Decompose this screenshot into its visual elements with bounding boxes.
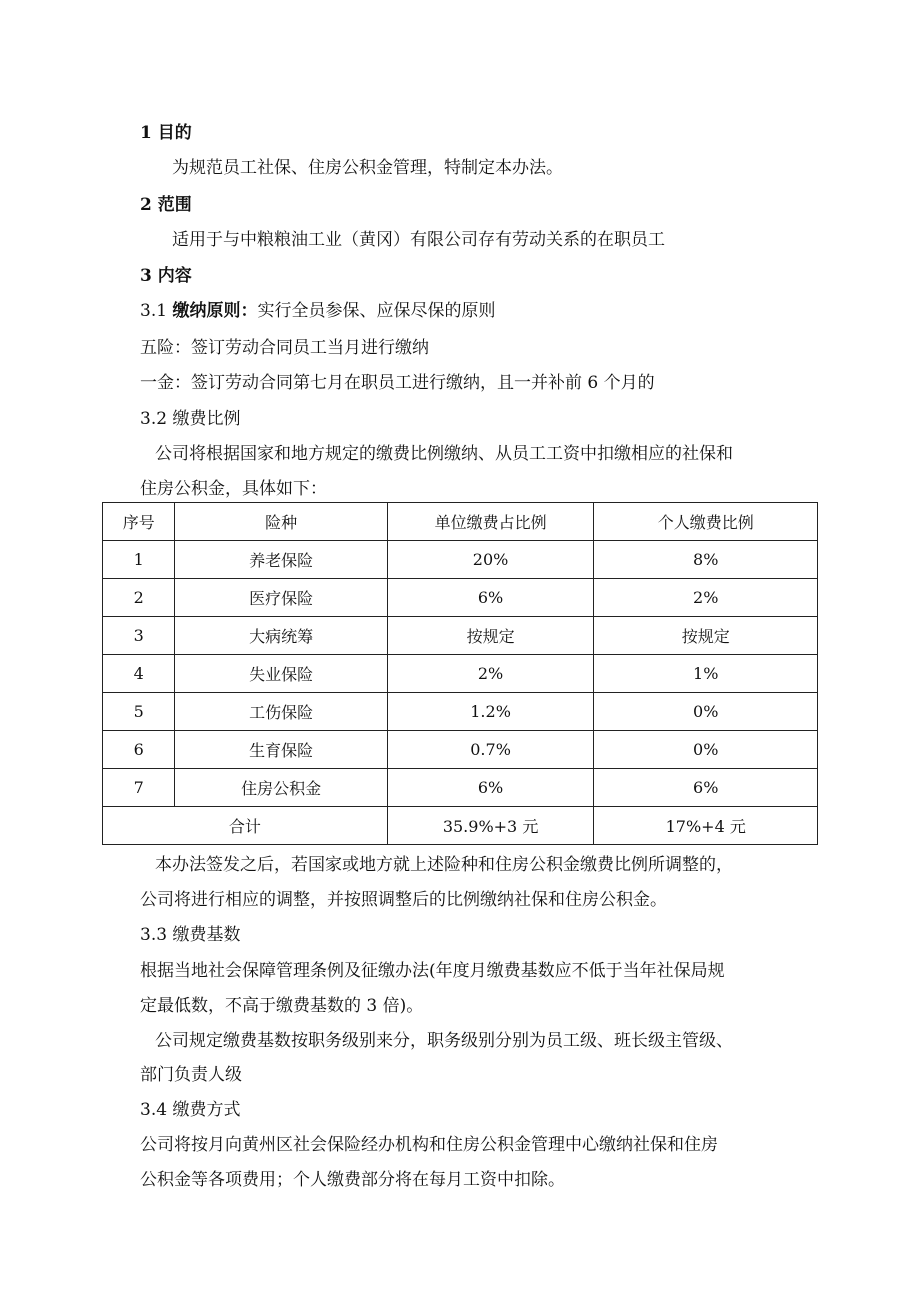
- cell-type: 养老保险: [175, 541, 387, 579]
- after-table-para-1: 本办法签发之后，若国家或地方就上述险种和住房公积金缴费比例所调整的，: [155, 855, 733, 875]
- table-row: [103, 579, 818, 617]
- cell-individual: 8%: [594, 541, 818, 579]
- yijin-line: 一金：签订劳动合同第七月在职员工进行缴纳，且一并补前 6 个月的: [140, 373, 655, 393]
- section-3-4-para-2: 公积金等各项费用；个人缴费部分将在每月工资中扣除。: [140, 1170, 565, 1190]
- header-seq: 序号: [103, 503, 175, 541]
- section-3-3-para-1: 根据当地社会保障管理条例及征缴办法(年度月缴费基数应不低于当年社保局规: [140, 961, 725, 981]
- cell-unit: 6%: [387, 769, 594, 807]
- cell-seq: 5: [103, 693, 175, 731]
- section-3-3-para-3: 公司规定缴费基数按职务级别来分，职务级别分别为员工级、班长级主管级、: [155, 1031, 733, 1051]
- cell-type: 住房公积金: [175, 769, 387, 807]
- section-3-1-principle: [140, 300, 495, 322]
- table-row: [103, 655, 818, 693]
- total-label: 合计: [103, 807, 388, 845]
- cell-type: 失业保险: [175, 655, 387, 693]
- table-row: [103, 693, 818, 731]
- section-3-3-para-2: 定最低数，不高于缴费基数的 3 倍)。: [140, 996, 424, 1016]
- cell-unit: 6%: [387, 579, 594, 617]
- wuxian-line: 五险：签订劳动合同员工当月进行缴纳: [140, 338, 429, 358]
- cell-individual: 0%: [594, 693, 818, 731]
- table-total-row: [103, 807, 818, 845]
- cell-type: 工伤保险: [175, 693, 387, 731]
- cell-type: 医疗保险: [175, 579, 387, 617]
- total-unit: 35.9%+3 元: [387, 807, 594, 845]
- section-3-2-para-2: 住房公积金，具体如下：: [140, 479, 327, 499]
- table-row: [103, 731, 818, 769]
- cell-seq: 1: [103, 541, 175, 579]
- cell-individual: 1%: [594, 655, 818, 693]
- cell-seq: 7: [103, 769, 175, 807]
- cell-unit: 2%: [387, 655, 594, 693]
- section-3-3-para-4: 部门负责人级: [140, 1065, 242, 1085]
- section-1-title: 1 目的: [140, 123, 192, 143]
- cell-type: 大病统筹: [175, 617, 387, 655]
- section-3-2-para-1: 公司将根据国家和地方规定的缴费比例缴纳、从员工工资中扣缴相应的社保和: [155, 444, 733, 464]
- header-individual-ratio: 个人缴费比例: [594, 503, 818, 541]
- cell-individual: 6%: [594, 769, 818, 807]
- total-individual: 17%+4 元: [594, 807, 818, 845]
- section-3-3-title: 3.3 缴费基数: [140, 925, 241, 945]
- table-row: [103, 769, 818, 807]
- cell-individual: 按规定: [594, 617, 818, 655]
- section-3-title: 3 内容: [140, 266, 192, 286]
- after-table-para-2: 公司将进行相应的调整，并按照调整后的比例缴纳社保和住房公积金。: [140, 890, 667, 910]
- section-3-1-label: 缴纳原则：: [172, 301, 258, 321]
- cell-individual: 0%: [594, 731, 818, 769]
- section-3-4-para-1: 公司将按月向黄州区社会保险经办机构和住房公积金管理中心缴纳社保和住房: [140, 1135, 718, 1155]
- cell-unit: 1.2%: [387, 693, 594, 731]
- section-3-1-text: 实行全员参保、应保尽保的原则: [257, 301, 496, 321]
- cell-seq: 6: [103, 731, 175, 769]
- header-type: 险种: [175, 503, 387, 541]
- table-row: [103, 617, 818, 655]
- table-row: [103, 541, 818, 579]
- cell-seq: 2: [103, 579, 175, 617]
- section-2-body: 适用于与中粮粮油工业（黄冈）有限公司存有劳动关系的在职员工: [172, 230, 665, 250]
- section-3-4-title: 3.4 缴费方式: [140, 1100, 241, 1120]
- section-2-title: 2 范围: [140, 195, 192, 215]
- cell-unit: 0.7%: [387, 731, 594, 769]
- section-1-body: 为规范员工社保、住房公积金管理，特制定本办法。: [172, 158, 563, 178]
- table-header-row: [103, 503, 818, 541]
- cell-seq: 3: [103, 617, 175, 655]
- cell-individual: 2%: [594, 579, 818, 617]
- section-3-1-number: 3.1: [140, 301, 173, 321]
- cell-unit: 20%: [387, 541, 594, 579]
- header-unit-ratio: 单位缴费占比例: [387, 503, 594, 541]
- cell-type: 生育保险: [175, 731, 387, 769]
- contribution-table: [102, 502, 818, 845]
- section-3-2-title: 3.2 缴费比例: [140, 409, 241, 429]
- cell-seq: 4: [103, 655, 175, 693]
- cell-unit: 按规定: [387, 617, 594, 655]
